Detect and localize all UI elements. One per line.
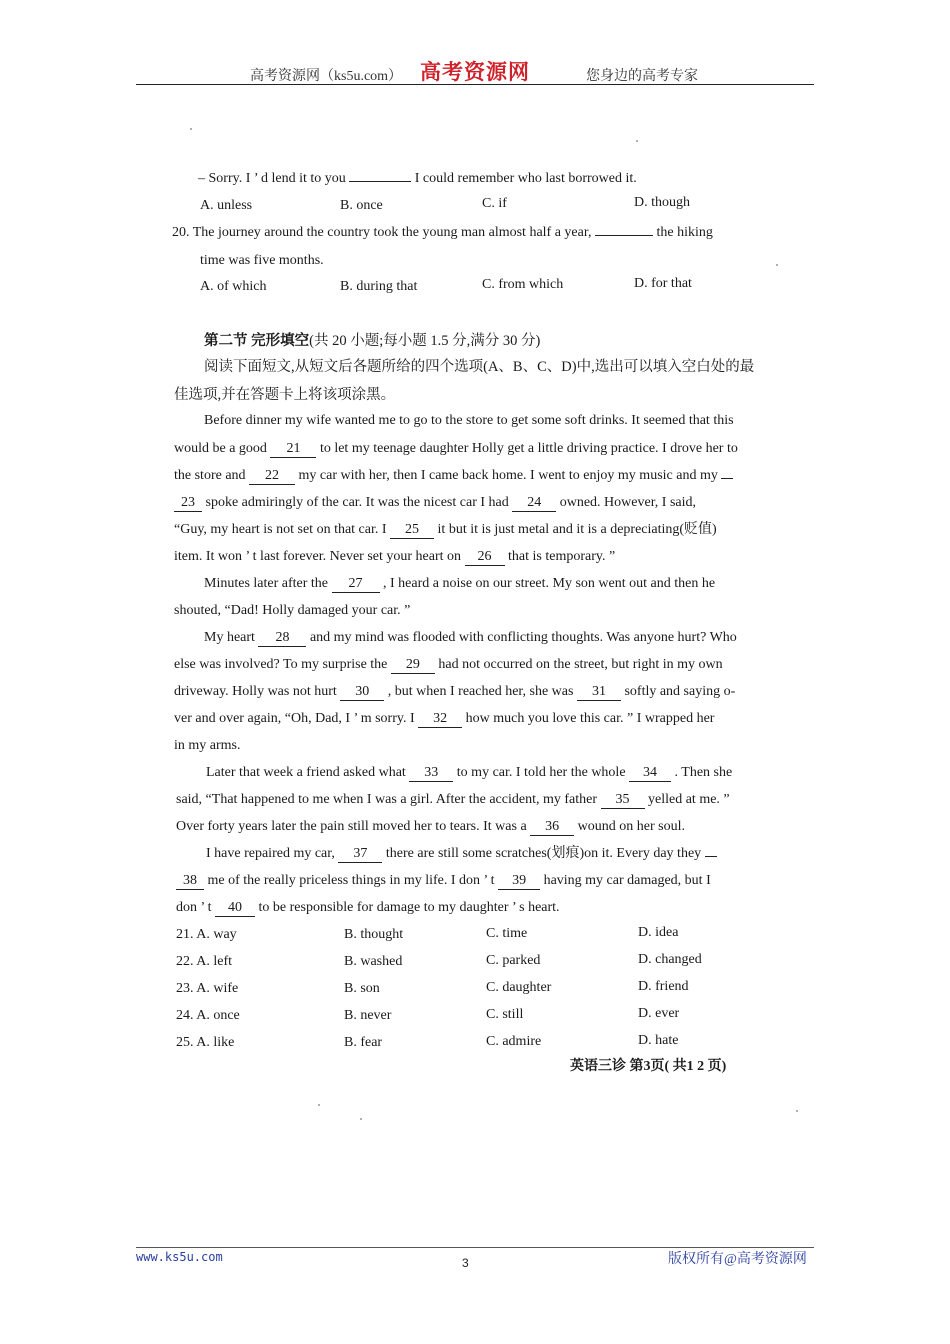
header-logo: 高考资源网: [420, 60, 530, 84]
q21-option-c: C. time: [486, 926, 528, 941]
blank-35: 35: [601, 792, 645, 809]
passage-line: Minutes later after the 27 , I heard a noise on our street. My son went out and then he: [204, 576, 716, 591]
passage-line: 38 me of the really priceless things in my life. I don ’ t 39 having my car damaged, but I: [176, 872, 711, 890]
blank-23-lead: [721, 478, 733, 479]
blank-23: 23: [174, 495, 202, 512]
q24-option-d: D. ever: [638, 1006, 680, 1021]
header-divider: [136, 84, 814, 85]
exam-page-footer: 英语三诊 第3页( 共1 2 页): [570, 1059, 727, 1074]
scan-speck: [796, 1110, 798, 1112]
q22-option-d: D. changed: [638, 952, 702, 967]
passage-line: I have repaired my car, 37 there are still some scratches(划痕)on it. Every day they: [206, 845, 717, 863]
blank-38: 38: [176, 873, 204, 890]
passage-line: item. It won ’ t last forever. Never set your heart on 26 that is temporary. ”: [174, 549, 616, 564]
passage-line: Over forty years later the pain still moved her to tears. It was a 36 wound on her soul.: [176, 819, 685, 834]
blank-21: 21: [270, 441, 316, 458]
header-site-name: 高考资源网（ks5u.com）: [250, 69, 403, 84]
passage-line: My heart 28 and my mind was flooded with conflicting thoughts. Was anyone hurt? Who: [204, 630, 737, 645]
blank-39: 39: [498, 873, 540, 890]
passage-line: “Guy, my heart is not set on that car. I 25 it but it is just metal and it is a depreciating(贬值): [174, 522, 717, 537]
passage-line: would be a good 21 to let my teenage daughter Holly get a little driving practice. I drove her to: [174, 441, 738, 456]
section-heading: 第二节 完形填空(共 20 小题;每小题 1.5 分,满分 30 分): [204, 333, 541, 349]
q23-option-c: C. daughter: [486, 980, 552, 995]
q21-option-d: D. idea: [638, 925, 679, 940]
q21-option-b: B. thought: [344, 927, 404, 942]
q25-option-b: B. fear: [344, 1035, 383, 1050]
q22-option-b: B. washed: [344, 954, 403, 969]
q19-option-c: C. if: [482, 196, 507, 211]
passage-line: 23 spoke admiringly of the car. It was the nicest car I had 24 owned. However, I said,: [174, 494, 696, 512]
section-instructions-2: 佳选项,并在答题卡上将该项涂黑。: [174, 387, 396, 403]
passage-line: Later that week a friend asked what 33 to my car. I told her the whole 34 . Then she: [206, 765, 733, 780]
q20-stem-line1: 20. The journey around the country took the young man almost half a year, the hiking: [172, 225, 713, 240]
passage-line: else was involved? To my surprise the 29 had not occurred on the street, but right in my own: [174, 657, 723, 672]
scan-speck: [318, 1104, 320, 1106]
scan-speck: [190, 128, 192, 130]
passage-line: in my arms.: [174, 738, 241, 753]
q20-option-c: C. from which: [482, 277, 564, 292]
passage-line: shouted, “Dad! Holly damaged your car. ”: [174, 603, 411, 618]
q24-option-c: C. still: [486, 1007, 524, 1022]
blank-38-lead: [705, 856, 717, 857]
passage-line: don ’ t 40 to be responsible for damage to my daughter ’ s heart.: [176, 900, 560, 915]
blank-40: 40: [215, 900, 255, 917]
q23-option-a: 23. A. wife: [176, 981, 239, 996]
q20-option-b: B. during that: [340, 279, 418, 294]
q19-option-a: A. unless: [200, 198, 253, 213]
passage-line: driveway. Holly was not hurt 30 , but when I reached her, she was 31 softly and saying o-: [174, 684, 736, 699]
q21-option-a: 21. A. way: [176, 927, 237, 942]
blank-29: 29: [391, 657, 435, 674]
q20-option-d: D. for that: [634, 276, 692, 291]
passage-line: Before dinner my wife wanted me to go to the store to get some soft drinks. It seemed that this: [204, 413, 734, 428]
q19-stem: – Sorry. I ’ d lend it to you I could remember who last borrowed it.: [198, 171, 637, 186]
blank-37: 37: [338, 846, 382, 863]
blank-27: 27: [332, 576, 380, 593]
scan-speck: [776, 264, 778, 266]
blank-33: 33: [409, 765, 453, 782]
q24-option-b: B. never: [344, 1008, 392, 1023]
blank-34: 34: [629, 765, 671, 782]
blank-30: 30: [340, 684, 384, 701]
q25-option-c: C. admire: [486, 1034, 542, 1049]
header-slogan: 您身边的高考专家: [586, 69, 698, 84]
scan-speck: [360, 1118, 362, 1120]
q23-option-d: D. friend: [638, 979, 689, 994]
q24-option-a: 24. A. once: [176, 1008, 240, 1023]
q22-option-c: C. parked: [486, 953, 541, 968]
blank-22: 22: [249, 468, 295, 485]
scan-speck: [636, 140, 638, 142]
q22-option-a: 22. A. left: [176, 954, 232, 969]
q20-option-a: A. of which: [200, 279, 267, 294]
footer-copyright: 版权所有@高考资源网: [668, 1252, 807, 1267]
q19-option-b: B. once: [340, 198, 383, 213]
blank-28: 28: [258, 630, 306, 647]
q25-option-a: 25. A. like: [176, 1035, 235, 1050]
passage-line: said, “That happened to me when I was a girl. After the accident, my father 35 yelled at me. ”: [176, 792, 730, 807]
section-instructions-1: 阅读下面短文,从短文后各题所给的四个选项(A、B、C、D)中,选出可以填入空白处的最: [204, 359, 755, 375]
q23-option-b: B. son: [344, 981, 380, 996]
blank-36: 36: [530, 819, 574, 836]
blank-31: 31: [577, 684, 621, 701]
footer-site-link[interactable]: www.ks5u.com: [136, 1250, 223, 1264]
blank-24: 24: [512, 495, 556, 512]
blank-26: 26: [465, 549, 505, 566]
q19-blank: [349, 181, 411, 182]
q25-option-d: D. hate: [638, 1033, 679, 1048]
footer-page-number: 3: [462, 1256, 469, 1270]
blank-32: 32: [418, 711, 462, 728]
passage-line: the store and 22 my car with her, then I came back home. I went to enjoy my music and my: [174, 467, 733, 485]
passage-line: ver and over again, “Oh, Dad, I ’ m sorry. I 32 how much you love this car. ” I wrapped her: [174, 711, 715, 726]
q20-blank: [595, 235, 653, 236]
blank-25: 25: [390, 522, 434, 539]
q20-stem-line2: time was five months.: [200, 253, 324, 268]
q19-option-d: D. though: [634, 195, 690, 210]
